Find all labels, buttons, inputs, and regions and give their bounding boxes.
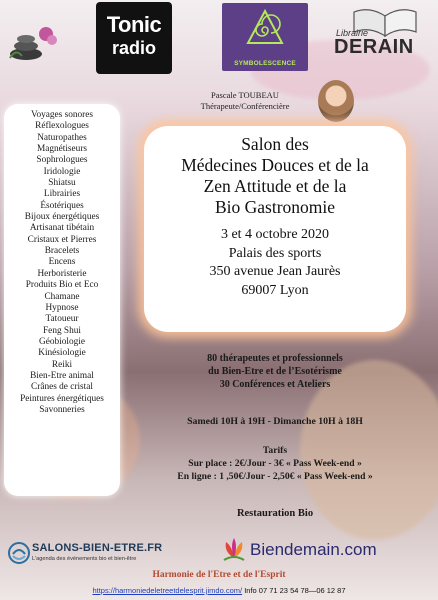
event-info (144, 226, 406, 300)
exhibitors-list (4, 110, 120, 416)
exhibitor-item: Feng Shui (43, 325, 81, 336)
title-line: Bio Gastronomie (214, 197, 336, 217)
exhibitor-item: Voyages sonores (30, 110, 94, 120)
tonic-logo-text: Tonic (106, 12, 162, 37)
website-link[interactable]: https://harmoniedeletreetdelesprit.jimdo.com/ (92, 586, 243, 595)
event-dates: 3 et 4 octobre 2020 (220, 227, 330, 242)
exhibitor-item: Naturopathes (37, 132, 87, 143)
speaker-name: Pascale TOUBEAU (211, 90, 279, 100)
title-line: Médecines Douces et de la (181, 155, 369, 175)
pros-line: 30 Conférences et Ateliers (219, 379, 331, 390)
exhibitor-item: Tatoueur (45, 314, 79, 325)
event-city: 69007 Lyon (241, 282, 309, 298)
exhibitor-item: Ésotériques (40, 200, 84, 211)
exhibitor-item: Réflexologues (35, 121, 89, 132)
exhibitor-item: Cristaux et Pierres (27, 234, 97, 245)
event-address: 350 avenue Jean Jaurès (209, 264, 341, 279)
exhibitor-item: Reiki (51, 359, 73, 370)
title-line: Salon des (241, 134, 309, 154)
pros-line: du Bien-Etre et de l’Esotérisme (208, 366, 342, 377)
exhibitors-panel (4, 104, 120, 496)
biendemain-text: Biendemain.com (250, 540, 377, 559)
exhibitor-item: Hypnose (45, 302, 79, 313)
exhibitor-item: Bijoux énergétiques (24, 212, 100, 223)
exhibitor-item: Encens (48, 257, 76, 268)
exhibitor-item: Artisanat tibétain (29, 223, 95, 234)
exhibitor-item: Magnétiseurs (36, 144, 88, 155)
symbolescence-label: SYMBOLESCENCE (234, 60, 296, 67)
tarifs-heading: Tarifs (262, 445, 288, 456)
exhibitor-item: Herboristerie (37, 268, 87, 279)
spiral-icon (244, 7, 286, 49)
professionals-info (140, 352, 410, 391)
radio-logo-text: radio (111, 38, 156, 58)
exhibitor-item: Géobiologie (39, 336, 85, 347)
exhibitor-item: Shiatsu (48, 178, 76, 189)
biendemain-logo[interactable] (220, 536, 420, 566)
exhibitor-item: Bracelets (44, 246, 80, 257)
exhibitor-item: Produits Bio et Eco (25, 280, 99, 291)
librairie-derain-logo (330, 6, 430, 66)
salons-bien-etre-logo[interactable] (8, 540, 188, 570)
lotus-icon (220, 536, 248, 562)
exhibitor-item: Savonneries (39, 404, 85, 415)
event-title (144, 134, 406, 218)
speaker-block (180, 90, 310, 112)
exhibitor-item: Bien-Etre animal (30, 370, 94, 381)
speaker-avatar (318, 80, 354, 122)
exhibitor-item: Peintures énergétiques (20, 393, 104, 404)
salons-name: SALONS-BIEN-ETRE.FR (32, 542, 163, 554)
footer-contact (0, 586, 438, 595)
restauration-info: Restauration Bio (236, 508, 314, 519)
exhibitor-item: Kinésiologie (38, 348, 86, 359)
exhibitor-item: Sophrologues (36, 155, 88, 166)
tarifs-block (140, 444, 410, 483)
exhibitor-item: Crânes de cristal (31, 382, 93, 393)
zen-stones-logo (6, 22, 62, 62)
event-main-panel (144, 126, 406, 332)
phone-info: Info 07 71 23 54 78—06 12 87 (242, 586, 346, 595)
tarif-row-sur-place: Sur place : 2€/Jour - 3€ « Pass Week-end » (188, 458, 362, 469)
harmonie-title: Harmonie de l'Etre et de l'Esprit (152, 570, 286, 580)
tonic-radio-logo (96, 2, 172, 74)
event-venue: Palais des sports (228, 245, 322, 261)
derain-text: DERAIN (334, 36, 414, 58)
opening-hours: Samedi 10H à 19H - Dimanche 10H à 18H (187, 416, 363, 427)
exhibitor-item: Chamane (44, 291, 80, 302)
exhibitor-item: Iridologie (43, 166, 81, 177)
salons-swirl-icon (8, 542, 30, 564)
pros-line: 80 thérapeutes et professionnels (207, 353, 343, 364)
speaker-role: Thérapeute/Conférencière (200, 101, 290, 111)
librairie-text: Librairie (336, 28, 369, 38)
title-line: Zen Attitude et de la (203, 176, 347, 196)
tarif-row-en-ligne: En ligne : 1 ,50€/Jour - 2,50€ « Pass Week-end » (177, 471, 373, 482)
salons-subtitle: L'agenda des événements bio et bien-être (32, 556, 137, 562)
exhibitor-item: Librairies (43, 189, 81, 200)
symbolescence-logo (222, 3, 308, 71)
